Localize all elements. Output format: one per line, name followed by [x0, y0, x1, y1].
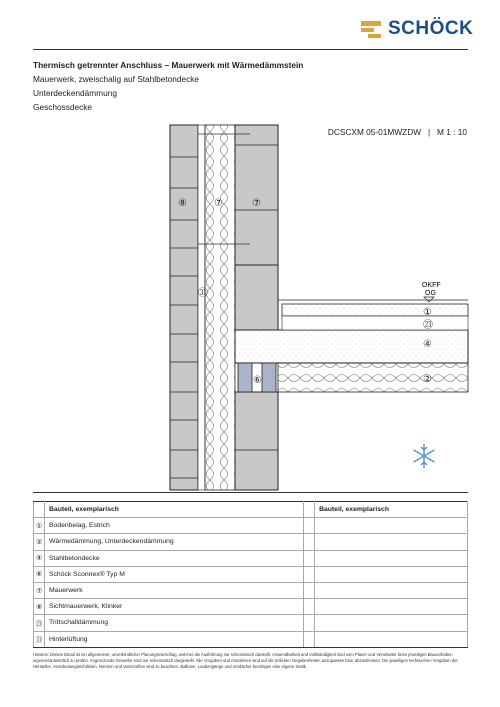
table-row: ㉛ Hinterlüftung	[34, 631, 468, 647]
level-okff-label: OKFF	[422, 282, 441, 289]
marker-23: ㉓	[423, 320, 433, 331]
subtitle-line-3: Geschossdecke	[33, 102, 93, 112]
brand-name: SCHÖCK	[388, 18, 474, 39]
table-row: ① Bodenbelag, Estrich	[34, 518, 468, 534]
clinker-wall	[170, 125, 198, 490]
marker-2: ②	[423, 374, 432, 385]
legend-table	[33, 501, 468, 648]
concrete-slab	[235, 330, 468, 363]
subtitle-line-1: Mauerwerk, zweischalig auf Stahlbetondecke	[33, 74, 200, 84]
screed	[282, 304, 468, 316]
drawing-code: DCSCXM 05-01MWZDW | M 1 : 10	[327, 127, 467, 137]
marker-1: ①	[423, 307, 432, 318]
table-row: ⑥ Schöck Sconnex® Typ M	[34, 566, 468, 582]
disclaimer-note: Hinweis: Dieses Detail ist ein allgemeiner, unverbindlicher Planungsvorschlag, welcher die Ausführung nur schematisch darstellt. Anwendbarkeit und Vollständigkeit sind vom Planer und Verarbeiter beim jeweiligen Bauvorhaben eigenverantwortlich zu prüfen. Angrenzende Gewerke sind nur schematisch dargestellt. Alle Vorgaben und Annahmen sind auf die örtlichen Gegebenheiten anzupassen bzw. abzustimmen. Die jeweiligen technischen Vorgaben der Hersteller, Verarbeitungsrichtlinien, Normen und Vorschriften sind zu beachten. Balkone, Laubengänge und Vordächer benötigen eine eigene Statik.	[33, 652, 458, 669]
table-row: ④ Stahlbetondecke	[34, 550, 468, 566]
wall-insulation	[205, 125, 235, 490]
level-og-label: OG	[425, 290, 436, 297]
legend-head-right: Bauteil, exemplarisch	[315, 502, 468, 518]
marker-7a: ⑦	[214, 198, 223, 209]
sconnex-element	[238, 363, 252, 392]
marker-7b: ⑦	[252, 198, 261, 209]
table-row: ㉓ Trittschalldämmung	[34, 615, 468, 631]
ventilation-gap	[198, 125, 205, 490]
table-row: ② Wärmedämmung, Unterdeckendämmung	[34, 534, 468, 550]
table-row: ⑦ Mauerwerk	[34, 582, 468, 598]
ceiling-insulation	[278, 363, 468, 392]
page-title: Thermisch getrennter Anschluss – Mauerwerk mit Wärmedämmstein	[33, 60, 304, 70]
marker-4: ④	[423, 339, 432, 350]
legend-head-left: Bauteil, exemplarisch	[45, 502, 304, 518]
marker-6: ⑥	[253, 375, 262, 386]
marker-8: ⑧	[178, 198, 187, 209]
marker-31: ㉛	[198, 288, 208, 299]
impact-insulation	[282, 316, 468, 330]
subtitle-line-2: Unterdeckendämmung	[33, 88, 117, 98]
inner-masonry-wall	[235, 125, 278, 490]
snowflake-icon	[414, 444, 435, 468]
table-row: ⑧ Sichtmauerwerk, Klinker	[34, 599, 468, 615]
